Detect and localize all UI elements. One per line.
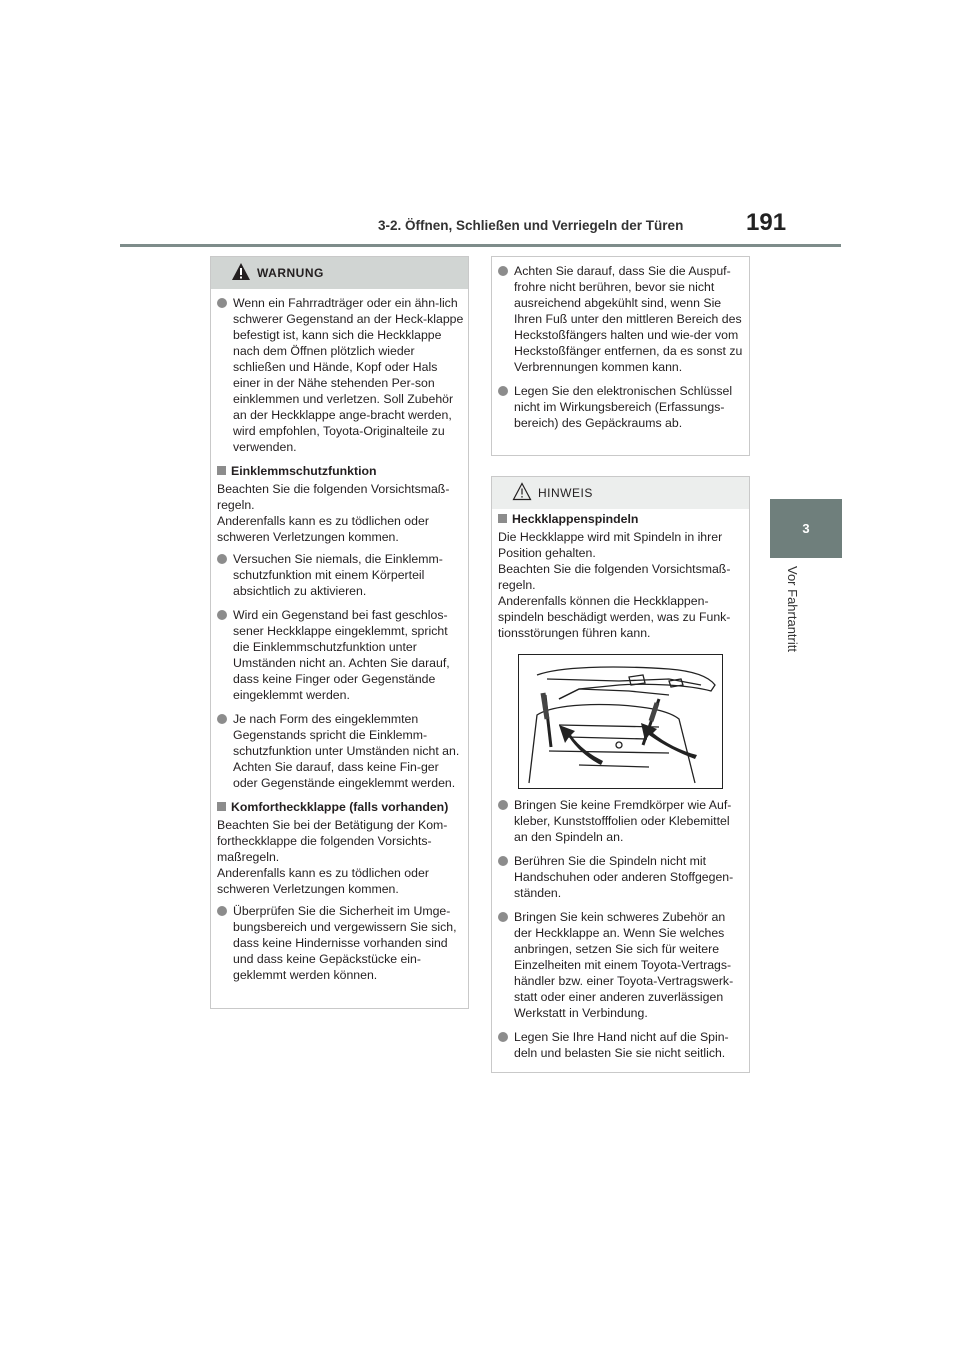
- paragraph: Anderenfalls können die Heckklappen-spindeln beschädigt werden, was zu Funk-tionsstörungen führen kann.: [498, 594, 731, 640]
- bullet-text: Bringen Sie kein schweres Zubehör an der Heckklappe an. Wenn Sie welches anbringen, setzen Sie sich für weitere Einzelheiten mit einem Toyota-Vertrags-händler bzw. einer Toyota-Vertragswerk-statt oder einer anderen zuverlässigen Werkstatt in Verbindung.: [514, 910, 734, 1020]
- bullet-text: Legen Sie den elektronischen Schlüssel nicht im Wirkungsbereich (Erfassungs-bereich) des Gepäckraums ab.: [514, 384, 733, 430]
- bullet-text: Wird ein Gegenstand bei fast geschlos-sener Heckklappe eingeklemmt, spricht die Einklemmschutzfunktion unter Umständen nicht an. Achten Sie darauf, dass keine Finger oder Gegenstände eingeklemmt werden.: [233, 608, 450, 702]
- bullet-dot: [498, 266, 508, 276]
- list-item: [217, 295, 464, 455]
- square-bullet-icon: [498, 514, 507, 523]
- list-item: [498, 1029, 745, 1061]
- warning-content: [217, 295, 464, 991]
- tailgate-drawing: [519, 655, 721, 787]
- warning-label: WARNUNG: [257, 266, 324, 280]
- list-item: [217, 903, 464, 983]
- notice-header: [492, 477, 749, 509]
- tailgate-spindle-illustration: [518, 654, 723, 789]
- arrow-icon: [641, 723, 697, 759]
- subheading-spindles: [498, 511, 745, 527]
- bullet-dot: [498, 912, 508, 922]
- chapter-title-text: Vor Fahrtantritt: [785, 566, 800, 652]
- list-item: [498, 263, 745, 375]
- warning-box-continued: [491, 256, 750, 456]
- list-item: [217, 711, 464, 791]
- subheading-text: Komfortheckklappe (falls vorhanden): [231, 800, 449, 814]
- chapter-side-title: [782, 566, 806, 686]
- warning-triangle-icon: [231, 262, 251, 281]
- subheading-comfort: [217, 799, 464, 815]
- warning-header: [211, 257, 468, 289]
- square-bullet-icon: [217, 802, 226, 811]
- list-item: [498, 383, 745, 431]
- paragraph: Beachten Sie bei der Betätigung der Kom-fortheckklappe die folgenden Vorsichts-maßregeln.: [217, 818, 448, 864]
- notice-content-top: [498, 511, 745, 641]
- list-item: [498, 853, 745, 901]
- subheading-text: Einklemmschutzfunktion: [231, 464, 377, 478]
- bullet-dot: [217, 554, 227, 564]
- list-item: [498, 797, 745, 845]
- bullet-dot: [217, 610, 227, 620]
- paragraph: Die Heckklappe wird mit Spindeln in ihrer Position gehalten.: [498, 530, 723, 560]
- bullet-text: Je nach Form des eingeklemmten Gegenstands spricht die Einklemm-schutzfunktion unter Umständen nicht an. Achten Sie darauf, dass keine Fin-ger oder Gegenstände eingeklemmt werden.: [233, 712, 460, 790]
- bullet-dot: [217, 906, 227, 916]
- bullet-dot: [217, 298, 227, 308]
- chapter-tab: 3: [770, 499, 842, 558]
- bullet-dot: [498, 800, 508, 810]
- bullet-text: Wenn ein Fahrradträger oder ein ähn-lich schwerer Gegenstand an der Heck-klappe befestigt ist, kann sich die Heckklappe nach dem Öffnen plötzlich wieder schließen und Hände, Kopf oder Hals einer in der Nähe stehenden Per-son einklemmen und verletzen. Soll Zubehör an der Heckklappe ange-bracht werden, wird empfohlen, Toyota-Originalteile zu verwenden.: [233, 296, 464, 454]
- bullet-text: Überprüfen Sie die Sicherheit im Umge-bungsbereich und vergewissern Sie sich, dass keine Hindernisse vorhanden sind und dass keine Gepäckstücke ein-geklemmt werden können.: [233, 904, 457, 982]
- notice-content-bottom: [498, 797, 745, 1069]
- notice-label: HINWEIS: [538, 486, 593, 500]
- bullet-dot: [498, 1032, 508, 1042]
- bullet-text: Achten Sie darauf, dass Sie die Auspuf-frohre nicht berühren, bevor sie nicht ausreichend abgekühlt sind, wenn Sie Ihren Fuß unter den mittleren Bereich des Heckstoßfängers halten und wie-der vom Heckstoßfänger entfernen, da es sonst zu Verbrennungen kommen kann.: [514, 264, 743, 374]
- list-item: [217, 607, 464, 703]
- header-rule: [120, 244, 841, 247]
- bullet-text: Versuchen Sie niemals, die Einklemm-schutzfunktion mit einem Körperteil absichtlich zu aktivieren.: [233, 552, 443, 598]
- square-bullet-icon: [217, 466, 226, 475]
- page-number: 191: [746, 209, 787, 236]
- paragraph: Beachten Sie die folgenden Vorsichtsmaß-regeln.: [498, 562, 731, 592]
- list-item: [498, 909, 745, 1021]
- paragraph: Beachten Sie die folgenden Vorsichtsmaß-regeln.: [217, 482, 450, 512]
- bullet-text: Legen Sie Ihre Hand nicht auf die Spin-deln und belasten Sie sie nicht seitlich.: [514, 1030, 729, 1060]
- paragraph: Anderenfalls kann es zu tödlichen oder schweren Verletzungen kommen.: [217, 514, 429, 544]
- arrow-icon: [559, 725, 603, 765]
- warning-box: [210, 256, 469, 1009]
- caution-triangle-outline-icon: [512, 482, 532, 501]
- subheading-text: Heckklappenspindeln: [512, 512, 639, 526]
- bullet-text: Bringen Sie keine Fremdkörper wie Auf-kleber, Kunststofffolien oder Klebemittel an den Spindeln an.: [514, 798, 732, 844]
- bullet-text: Berühren Sie die Spindeln nicht mit Handschuhen oder anderen Stoffgegen-ständen.: [514, 854, 734, 900]
- bullet-dot: [498, 386, 508, 396]
- list-item: [217, 551, 464, 599]
- section-title: 3-2. Öffnen, Schließen und Verriegeln der Türen: [378, 218, 684, 233]
- bullet-dot: [217, 714, 227, 724]
- bullet-dot: [498, 856, 508, 866]
- warning-continued-content: [498, 263, 745, 439]
- paragraph: Anderenfalls kann es zu tödlichen oder schweren Verletzungen kommen.: [217, 866, 429, 896]
- subheading-pinch: [217, 463, 464, 479]
